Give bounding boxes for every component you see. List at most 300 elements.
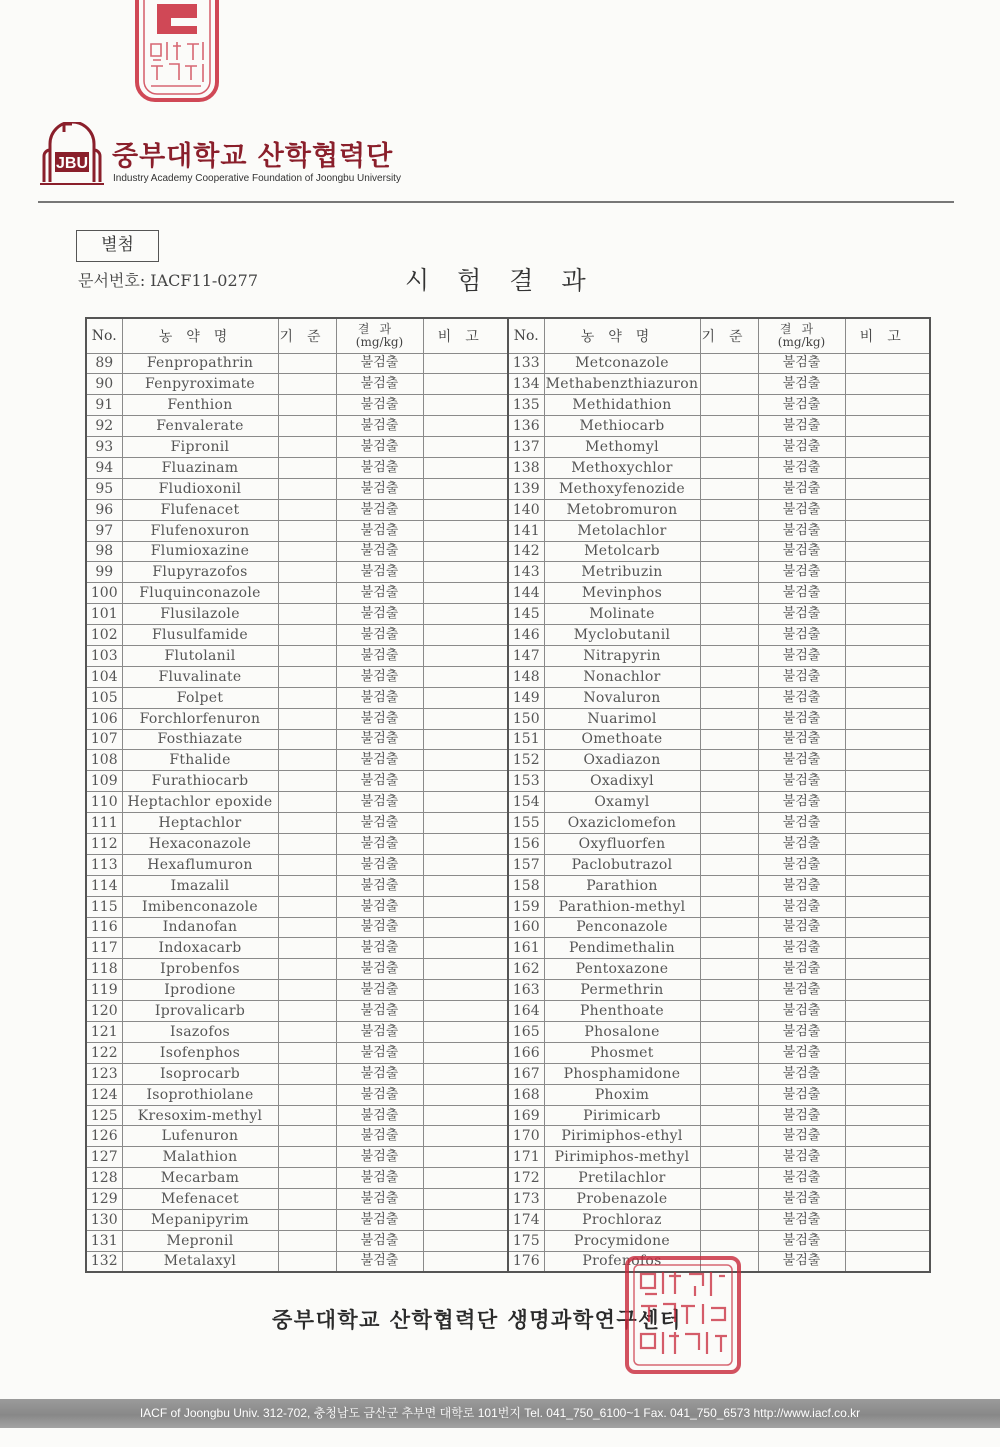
standard-cell	[700, 583, 758, 604]
row-no: 157	[508, 854, 544, 875]
row-no: 145	[508, 604, 544, 625]
table-row	[86, 1189, 930, 1210]
org-name-english: Industry Academy Cooperative Foundation of Joongbu University	[113, 173, 401, 184]
pesticide-name: Novaluron	[544, 687, 700, 708]
result-cell: 불검출	[758, 645, 845, 666]
remarks-cell	[845, 1022, 930, 1043]
header-pesticide: 농약명	[544, 318, 700, 353]
standard-cell	[278, 875, 336, 896]
pesticide-name: Pretilachlor	[544, 1168, 700, 1189]
row-no: 149	[508, 687, 544, 708]
row-no: 125	[86, 1105, 122, 1126]
pesticide-name: Phenthoate	[544, 1001, 700, 1022]
row-no: 92	[86, 416, 122, 437]
standard-cell	[278, 562, 336, 583]
standard-cell	[278, 959, 336, 980]
row-no: 126	[86, 1126, 122, 1147]
table-row	[86, 813, 930, 834]
result-cell: 불검출	[336, 645, 423, 666]
result-cell: 불검출	[336, 1084, 423, 1105]
result-cell: 불검출	[336, 1168, 423, 1189]
result-cell: 불검출	[758, 1230, 845, 1251]
remarks-cell	[845, 666, 930, 687]
pesticide-name: Myclobutanil	[544, 625, 700, 646]
row-no: 116	[86, 917, 122, 938]
result-cell: 불검출	[336, 583, 423, 604]
pesticide-name: Nonachlor	[544, 666, 700, 687]
pesticide-name: Omethoate	[544, 729, 700, 750]
remarks-cell	[423, 1210, 508, 1231]
result-cell: 불검출	[758, 750, 845, 771]
result-cell: 불검출	[336, 416, 423, 437]
remarks-cell	[845, 374, 930, 395]
row-no: 160	[508, 917, 544, 938]
result-cell: 불검출	[758, 499, 845, 520]
standard-cell	[700, 854, 758, 875]
standard-cell	[278, 499, 336, 520]
result-cell: 불검출	[336, 1001, 423, 1022]
pesticide-name: Fenpyroximate	[122, 374, 278, 395]
standard-cell	[278, 896, 336, 917]
row-no: 113	[86, 854, 122, 875]
pesticide-name: Forchlorfenuron	[122, 708, 278, 729]
pesticide-name: Pendimethalin	[544, 938, 700, 959]
standard-cell	[700, 666, 758, 687]
standard-cell	[278, 374, 336, 395]
remarks-cell	[845, 687, 930, 708]
row-no: 170	[508, 1126, 544, 1147]
pesticide-name: Iprobenfos	[122, 959, 278, 980]
table-row	[86, 1001, 930, 1022]
row-no: 106	[86, 708, 122, 729]
result-cell: 불검출	[336, 1105, 423, 1126]
result-cell: 불검출	[336, 1251, 423, 1272]
row-no: 155	[508, 813, 544, 834]
pesticide-name: Fthalide	[122, 750, 278, 771]
pesticide-name: Mepronil	[122, 1230, 278, 1251]
standard-cell	[700, 896, 758, 917]
remarks-cell	[423, 604, 508, 625]
row-no: 121	[86, 1022, 122, 1043]
header-remarks: 비고	[423, 318, 508, 353]
standard-cell	[278, 938, 336, 959]
pesticide-name: Fenvalerate	[122, 416, 278, 437]
remarks-cell	[845, 541, 930, 562]
remarks-cell	[423, 896, 508, 917]
table-row	[86, 645, 930, 666]
pesticide-name: Methidathion	[544, 395, 700, 416]
row-no: 128	[86, 1168, 122, 1189]
row-no: 167	[508, 1063, 544, 1084]
remarks-cell	[845, 437, 930, 458]
remarks-cell	[845, 583, 930, 604]
row-no: 141	[508, 520, 544, 541]
pesticide-name: Probenazole	[544, 1189, 700, 1210]
remarks-cell	[423, 562, 508, 583]
row-no: 133	[508, 353, 544, 374]
result-cell: 불검출	[336, 1210, 423, 1231]
table-row	[86, 875, 930, 896]
row-no: 93	[86, 437, 122, 458]
row-no: 117	[86, 938, 122, 959]
remarks-cell	[423, 1063, 508, 1084]
standard-cell	[700, 750, 758, 771]
remarks-cell	[423, 374, 508, 395]
pesticide-name: Phosphamidone	[544, 1063, 700, 1084]
pesticide-name: Penconazole	[544, 917, 700, 938]
row-no: 96	[86, 499, 122, 520]
footer-address: IACF of Joongbu Univ. 312-702, 충청남도 금산군 추부면 대학로 101번지 Tel. 041_750_6100~1 Fax. 041_750_6573 http://www.iacf.co.kr	[139, 1406, 861, 1420]
remarks-cell	[845, 416, 930, 437]
pesticide-name: Metalaxyl	[122, 1251, 278, 1272]
result-cell: 불검출	[758, 1251, 845, 1272]
table-row	[86, 416, 930, 437]
pesticide-name: Lufenuron	[122, 1126, 278, 1147]
row-no: 147	[508, 645, 544, 666]
standard-cell	[278, 625, 336, 646]
result-cell: 불검출	[758, 1042, 845, 1063]
row-no: 98	[86, 541, 122, 562]
standard-cell	[700, 562, 758, 583]
standard-cell	[278, 353, 336, 374]
table-row	[86, 520, 930, 541]
standard-cell	[700, 917, 758, 938]
standard-cell	[700, 1063, 758, 1084]
pesticide-name: Flutolanil	[122, 645, 278, 666]
row-no: 104	[86, 666, 122, 687]
standard-cell	[700, 1210, 758, 1231]
standard-cell	[700, 813, 758, 834]
result-cell: 불검출	[758, 562, 845, 583]
pesticide-name: Oxamyl	[544, 792, 700, 813]
table-row	[86, 1168, 930, 1189]
pesticide-name: Isofenphos	[122, 1042, 278, 1063]
result-cell: 불검출	[336, 1230, 423, 1251]
row-no: 163	[508, 980, 544, 1001]
standard-cell	[278, 604, 336, 625]
pesticide-name: Indanofan	[122, 917, 278, 938]
table-row	[86, 1084, 930, 1105]
row-no: 91	[86, 395, 122, 416]
standard-cell	[700, 792, 758, 813]
standard-cell	[278, 437, 336, 458]
result-cell: 불검출	[336, 1126, 423, 1147]
result-cell: 불검출	[336, 813, 423, 834]
remarks-cell	[423, 1084, 508, 1105]
row-no: 154	[508, 792, 544, 813]
pesticide-name: Flusulfamide	[122, 625, 278, 646]
row-no: 173	[508, 1189, 544, 1210]
table-row	[86, 1063, 930, 1084]
row-no: 158	[508, 875, 544, 896]
row-no: 108	[86, 750, 122, 771]
pesticide-name: Metobromuron	[544, 499, 700, 520]
result-cell: 불검출	[758, 1168, 845, 1189]
remarks-cell	[423, 917, 508, 938]
remarks-cell	[423, 457, 508, 478]
standard-cell	[278, 1126, 336, 1147]
remarks-cell	[845, 395, 930, 416]
row-no: 120	[86, 1001, 122, 1022]
standard-cell	[700, 1126, 758, 1147]
remarks-cell	[845, 980, 930, 1001]
table-row	[86, 1126, 930, 1147]
row-no: 119	[86, 980, 122, 1001]
remarks-cell	[423, 1147, 508, 1168]
table-row	[86, 687, 930, 708]
result-cell: 불검출	[336, 854, 423, 875]
standard-cell	[278, 1063, 336, 1084]
row-no: 148	[508, 666, 544, 687]
standard-cell	[278, 395, 336, 416]
standard-cell	[700, 395, 758, 416]
header-no: No.	[86, 318, 122, 353]
remarks-cell	[845, 771, 930, 792]
pesticide-name: Flumioxazine	[122, 541, 278, 562]
remarks-cell	[423, 478, 508, 499]
table-row	[86, 374, 930, 395]
result-cell: 불검출	[758, 729, 845, 750]
remarks-cell	[423, 1001, 508, 1022]
standard-cell	[700, 499, 758, 520]
pesticide-name: Heptachlor	[122, 813, 278, 834]
standard-cell	[700, 1189, 758, 1210]
standard-cell	[278, 520, 336, 541]
pesticide-name: Folpet	[122, 687, 278, 708]
table-row	[86, 854, 930, 875]
results-table	[85, 317, 931, 1273]
standard-cell	[700, 1147, 758, 1168]
row-no: 150	[508, 708, 544, 729]
row-no: 159	[508, 896, 544, 917]
pesticide-name: Iprodione	[122, 980, 278, 1001]
pesticide-name: Prochloraz	[544, 1210, 700, 1231]
standard-cell	[700, 457, 758, 478]
pesticide-name: Paclobutrazol	[544, 854, 700, 875]
row-no: 123	[86, 1063, 122, 1084]
header-no: No.	[508, 318, 544, 353]
table-row	[86, 1210, 930, 1231]
row-no: 103	[86, 645, 122, 666]
table-row	[86, 353, 930, 374]
row-no: 114	[86, 875, 122, 896]
result-cell: 불검출	[336, 708, 423, 729]
row-no: 166	[508, 1042, 544, 1063]
remarks-cell	[845, 645, 930, 666]
remarks-cell	[423, 645, 508, 666]
seal-stamp-top	[133, 0, 221, 106]
pesticide-name: Oxadiazon	[544, 750, 700, 771]
result-cell: 불검출	[336, 792, 423, 813]
row-no: 138	[508, 457, 544, 478]
pesticide-name: Isoprothiolane	[122, 1084, 278, 1105]
remarks-cell	[845, 520, 930, 541]
result-cell: 불검출	[758, 833, 845, 854]
result-cell: 불검출	[336, 875, 423, 896]
remarks-cell	[845, 1105, 930, 1126]
pesticide-name: Mepanipyrim	[122, 1210, 278, 1231]
pesticide-name: Malathion	[122, 1147, 278, 1168]
result-cell: 불검출	[336, 938, 423, 959]
row-no: 152	[508, 750, 544, 771]
result-cell: 불검출	[758, 374, 845, 395]
row-no: 161	[508, 938, 544, 959]
result-cell: 불검출	[758, 938, 845, 959]
table-row	[86, 395, 930, 416]
table-row	[86, 1251, 930, 1272]
pesticide-name: Isoprocarb	[122, 1063, 278, 1084]
row-no: 94	[86, 457, 122, 478]
remarks-cell	[845, 729, 930, 750]
table-row	[86, 729, 930, 750]
remarks-cell	[423, 1022, 508, 1043]
remarks-cell	[845, 562, 930, 583]
remarks-cell	[423, 395, 508, 416]
result-cell: 불검출	[336, 959, 423, 980]
result-cell: 불검출	[758, 1084, 845, 1105]
table-row	[86, 896, 930, 917]
standard-cell	[700, 708, 758, 729]
seal-stamp-bottom	[623, 1254, 743, 1376]
remarks-cell	[423, 687, 508, 708]
standard-cell	[278, 416, 336, 437]
row-no: 146	[508, 625, 544, 646]
row-no: 175	[508, 1230, 544, 1251]
result-cell: 불검출	[758, 1189, 845, 1210]
row-no: 115	[86, 896, 122, 917]
standard-cell	[700, 1042, 758, 1063]
standard-cell	[700, 374, 758, 395]
header-divider	[38, 201, 954, 203]
pesticide-name: Phosmet	[544, 1042, 700, 1063]
result-cell: 불검출	[336, 917, 423, 938]
row-no: 90	[86, 374, 122, 395]
row-no: 107	[86, 729, 122, 750]
standard-cell	[700, 875, 758, 896]
row-no: 137	[508, 437, 544, 458]
result-cell: 불검출	[758, 1022, 845, 1043]
result-cell: 불검출	[758, 708, 845, 729]
standard-cell	[700, 1001, 758, 1022]
table-row	[86, 499, 930, 520]
result-cell: 불검출	[336, 1042, 423, 1063]
standard-cell	[278, 478, 336, 499]
table-row	[86, 562, 930, 583]
result-cell: 불검출	[336, 1063, 423, 1084]
remarks-cell	[845, 896, 930, 917]
result-cell: 불검출	[336, 729, 423, 750]
pesticide-name: Pirimiphos-ethyl	[544, 1126, 700, 1147]
remarks-cell	[423, 833, 508, 854]
row-no: 153	[508, 771, 544, 792]
standard-cell	[278, 1230, 336, 1251]
remarks-cell	[845, 792, 930, 813]
remarks-cell	[423, 1251, 508, 1272]
pesticide-name: Isazofos	[122, 1022, 278, 1043]
row-no: 139	[508, 478, 544, 499]
standard-cell	[278, 750, 336, 771]
table-row	[86, 1147, 930, 1168]
table-row	[86, 1042, 930, 1063]
pesticide-name: Oxadixyl	[544, 771, 700, 792]
row-no: 111	[86, 813, 122, 834]
result-cell: 불검출	[758, 917, 845, 938]
result-cell: 불검출	[336, 625, 423, 646]
table-row	[86, 750, 930, 771]
table-row	[86, 625, 930, 646]
standard-cell	[278, 854, 336, 875]
remarks-cell	[423, 980, 508, 1001]
standard-cell	[278, 833, 336, 854]
standard-cell	[278, 1189, 336, 1210]
standard-cell	[700, 938, 758, 959]
document-number: 문서번호: IACF11-0277	[78, 271, 259, 290]
standard-cell	[700, 604, 758, 625]
remarks-cell	[845, 959, 930, 980]
jbu-logo-icon	[38, 122, 106, 186]
row-no: 136	[508, 416, 544, 437]
row-no: 131	[86, 1230, 122, 1251]
standard-cell	[278, 1251, 336, 1272]
remarks-cell	[423, 499, 508, 520]
result-cell: 불검출	[758, 541, 845, 562]
remarks-cell	[845, 1084, 930, 1105]
row-no: 164	[508, 1001, 544, 1022]
result-cell: 불검출	[758, 666, 845, 687]
remarks-cell	[845, 1230, 930, 1251]
pesticide-name: Imibenconazole	[122, 896, 278, 917]
result-cell: 불검출	[336, 520, 423, 541]
row-no: 171	[508, 1147, 544, 1168]
remarks-cell	[423, 583, 508, 604]
remarks-cell	[845, 938, 930, 959]
standard-cell	[700, 1230, 758, 1251]
remarks-cell	[845, 917, 930, 938]
table-row	[86, 583, 930, 604]
table-row	[86, 980, 930, 1001]
result-cell: 불검출	[336, 1189, 423, 1210]
pesticide-name: Furathiocarb	[122, 771, 278, 792]
document-title: 시험결과	[405, 266, 614, 295]
table-header-row	[86, 318, 930, 353]
remarks-cell	[845, 708, 930, 729]
row-no: 109	[86, 771, 122, 792]
pesticide-name: Oxyfluorfen	[544, 833, 700, 854]
pesticide-name: Parathion	[544, 875, 700, 896]
result-cell: 불검출	[336, 437, 423, 458]
standard-cell	[278, 541, 336, 562]
row-no: 135	[508, 395, 544, 416]
pesticide-name: Indoxacarb	[122, 938, 278, 959]
row-no: 143	[508, 562, 544, 583]
standard-cell	[700, 478, 758, 499]
row-no: 134	[508, 374, 544, 395]
pesticide-name: Hexaflumuron	[122, 854, 278, 875]
table-row	[86, 833, 930, 854]
pesticide-name: Parathion-methyl	[544, 896, 700, 917]
result-cell: 불검출	[758, 625, 845, 646]
standard-cell	[278, 771, 336, 792]
result-cell: 불검출	[336, 353, 423, 374]
result-cell: 불검출	[758, 457, 845, 478]
remarks-cell	[423, 771, 508, 792]
standard-cell	[700, 1022, 758, 1043]
result-cell: 불검출	[758, 1210, 845, 1231]
result-cell: 불검출	[758, 416, 845, 437]
header-standard: 기준	[278, 318, 336, 353]
pesticide-name: Molinate	[544, 604, 700, 625]
table-row	[86, 457, 930, 478]
